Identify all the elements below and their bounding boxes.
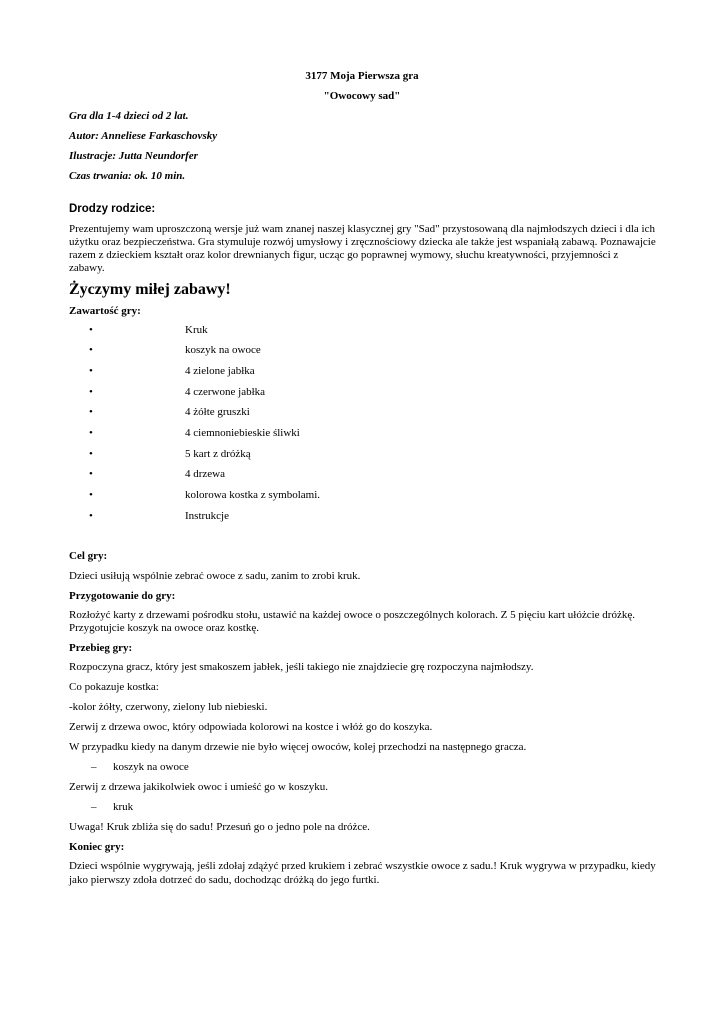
- contents-heading: Zawartość gry:: [69, 305, 141, 317]
- bullet-icon: •: [89, 489, 93, 501]
- bullet-icon: •: [89, 365, 93, 377]
- list-item: koszyk na owoce: [185, 344, 261, 356]
- course-paragraph: Co pokazuje kostka:: [69, 681, 159, 693]
- course-heading: Przebieg gry:: [69, 642, 133, 654]
- intro-line: Prezentujemy wam uproszczoną wersje już wam znanej naszej klasycznej gry "Sad" przystosowaną dla najmłodszych dzieci i dla ich: [69, 223, 655, 235]
- course-paragraph: -kolor żółty, czerwony, zielony lub niebieski.: [69, 701, 268, 713]
- bullet-icon: •: [89, 427, 93, 439]
- bullet-icon: •: [89, 386, 93, 398]
- bullet-icon: •: [89, 324, 93, 336]
- bullet-icon: •: [89, 344, 93, 356]
- bullet-icon: •: [89, 510, 93, 522]
- course-paragraph: W przypadku kiedy na danym drzewie nie było więcej owoców, kolej przechodzi na następnego gracza.: [69, 741, 527, 753]
- course-paragraph: Zerwij z drzewa owoc, który odpowiada kolorowi na kostce i włóż go do koszyka.: [69, 721, 433, 733]
- course-paragraph: Rozpoczyna gracz, który jest smakoszem jabłek, jeśli takiego nie znajdziecie grę rozpoczyna najmłodszy.: [69, 661, 534, 673]
- list-item: 4 zielone jabłka: [185, 365, 255, 377]
- list-item: kolorowa kostka z symbolami.: [185, 489, 321, 501]
- course-paragraph: Uwaga! Kruk zbliża się do sadu! Przesuń go o jedno pole na dróżce.: [69, 821, 370, 833]
- list-item: 4 czerwone jabłka: [185, 386, 266, 398]
- bullet-icon: •: [89, 468, 93, 480]
- end-heading: Koniec gry:: [69, 841, 125, 853]
- prep-line: Przygotujcie koszyk na owoce oraz kostkę.: [69, 622, 259, 634]
- bullet-icon: •: [89, 448, 93, 460]
- meta-author: Autor: Anneliese Farkaschovsky: [69, 130, 218, 142]
- intro-line: zabawy.: [69, 262, 105, 274]
- list-item: 5 kart z dróżką: [185, 448, 251, 460]
- document-title: 3177 Moja Pierwsza gra: [305, 70, 419, 82]
- bullet-icon: •: [89, 406, 93, 418]
- list-item: 4 ciemnoniebieskie śliwki: [185, 427, 300, 439]
- meta-players: Gra dla 1-4 dzieci od 2 lat.: [69, 110, 189, 122]
- list-item: Instrukcje: [185, 510, 229, 522]
- intro-heading: Drodzy rodzice:: [69, 203, 156, 215]
- game-name: "Owocowy sad": [323, 90, 401, 102]
- meta-duration: Czas trwania: ok. 10 min.: [69, 170, 186, 182]
- dash-item: kruk: [113, 801, 134, 813]
- wish-heading: Życzymy miłej zabawy!: [69, 281, 231, 298]
- goal-heading: Cel gry:: [69, 550, 108, 562]
- dash-icon: –: [91, 761, 97, 773]
- list-item: 4 żółte gruszki: [185, 406, 250, 418]
- prep-line: Rozłożyć karty z drzewami pośrodku stołu, ustawić na każdej owoce o poszczególnych kolorach. Z 5 pięciu kart ułóżcie dróżkę.: [69, 609, 635, 621]
- list-item: 4 drzewa: [185, 468, 226, 480]
- course-paragraph: Zerwij z drzewa jakikolwiek owoc i umieść go w koszyku.: [69, 781, 329, 793]
- goal-text: Dzieci usiłują wspólnie zebrać owoce z sadu, zanim to zrobi kruk.: [69, 570, 361, 582]
- intro-line: razem z dzieckiem kształt oraz kolor drewnianych figur, ucząc go poprawnej wymowy, słuchu kreatywności, przyjemności z: [69, 249, 619, 261]
- list-item: Kruk: [185, 324, 208, 336]
- prep-heading: Przygotowanie do gry:: [69, 590, 176, 602]
- end-line: jako pierwszy zdoła dotrzeć do sadu, dochodząc dróżką do jego furtki.: [69, 874, 380, 886]
- end-line: Dzieci wspólnie wygrywają, jeśli zdołaj zdążyć przed krukiem i zebrać wszystkie owoce z sadu.! Kruk wygrywa w przypadku, kiedy: [69, 860, 656, 872]
- dash-icon: –: [91, 801, 97, 813]
- meta-illustrations: Ilustracje: Jutta Neundorfer: [69, 150, 198, 162]
- intro-line: użytku oraz bezpieczeństwa. Gra stymuluje rozwój umysłowy i zręcznościowy dziecka ale także jest wspaniałą zabawą. Poznawajcie: [69, 236, 656, 248]
- dash-item: koszyk na owoce: [113, 761, 189, 773]
